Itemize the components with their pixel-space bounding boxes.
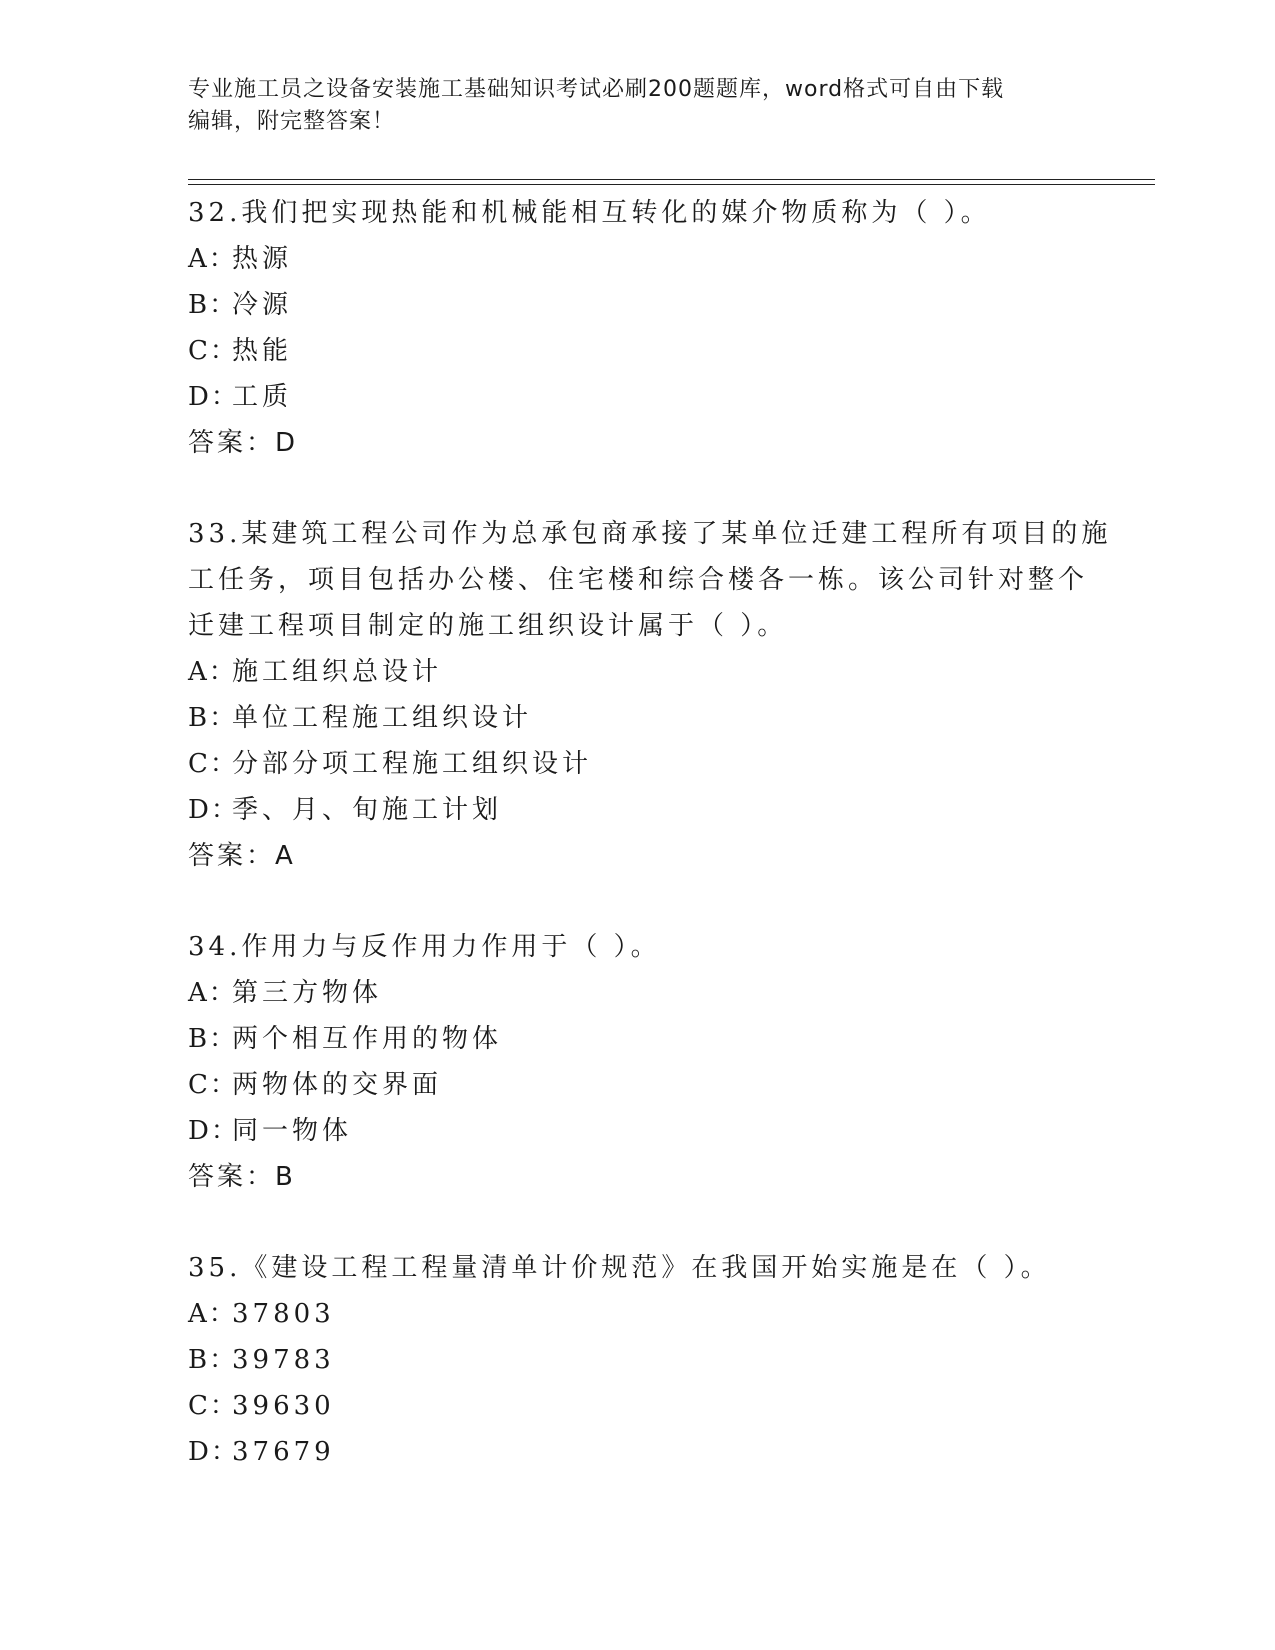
question-stem: 33.某建筑工程公司作为总承包商承接了某单位迁建工程所有项目的施: [188, 519, 1112, 549]
answer-option: [188, 1108, 1088, 1154]
option-text: 冷源: [232, 290, 293, 320]
option-text: 热源: [232, 244, 293, 274]
answer-option: [188, 695, 1088, 741]
answer-option: [188, 282, 1088, 328]
option-text: 热能: [232, 336, 293, 366]
answer-key: 答案：A: [188, 841, 296, 871]
option-key: B：: [188, 290, 238, 320]
question-stem: 34.作用力与反作用力作用于（ ）。: [188, 932, 661, 962]
option-text: 两个相互作用的物体: [232, 1024, 503, 1054]
header-divider: [188, 184, 1155, 185]
answer-option: [188, 236, 1088, 282]
option-key: A：: [188, 244, 237, 274]
option-text: 第三方物体: [232, 978, 383, 1008]
answer-option: [188, 1062, 1088, 1108]
question-list: [188, 190, 1112, 1520]
option-key: C：: [188, 336, 238, 366]
option-key: D：: [188, 795, 239, 825]
question-block: [188, 511, 1112, 879]
option-key: C：: [188, 1070, 238, 1100]
document-header: [188, 74, 1068, 138]
question-stem: 迁建工程项目制定的施工组织设计属于（ ）。: [188, 611, 788, 641]
option-key: A：: [188, 657, 237, 687]
answer-option: [188, 1016, 1088, 1062]
option-key: A：: [188, 978, 237, 1008]
answer-option: [188, 1291, 1088, 1337]
option-key: C：: [188, 1391, 238, 1421]
option-text: 39630: [232, 1391, 335, 1421]
option-text: 37803: [232, 1299, 335, 1329]
option-text: 工质: [232, 382, 293, 412]
answer-option: [188, 1337, 1088, 1383]
question-stem: 工任务，项目包括办公楼、住宅楼和综合楼各一栋。该公司针对整个: [188, 565, 1089, 595]
option-text: 季、月、旬施工计划: [232, 795, 503, 825]
option-text: 同一物体: [232, 1116, 353, 1146]
answer-option: [188, 328, 1088, 374]
option-text: 施工组织总设计: [232, 657, 443, 687]
option-key: A：: [188, 1299, 237, 1329]
answer-option: [188, 1383, 1088, 1429]
header-line: 专业施工员之设备安装施工基础知识考试必刷200题题库，word格式可自由下载: [188, 77, 1005, 102]
option-key: D：: [188, 1116, 239, 1146]
option-text: 两物体的交界面: [232, 1070, 443, 1100]
option-key: D：: [188, 382, 239, 412]
answer-option: [188, 374, 1088, 420]
option-key: C：: [188, 749, 238, 779]
question-block: [188, 190, 1088, 466]
option-key: B：: [188, 1345, 238, 1375]
option-text: 37679: [232, 1437, 335, 1467]
option-text: 单位工程施工组织设计: [232, 703, 533, 733]
answer-option: [188, 970, 1088, 1016]
option-key: B：: [188, 703, 238, 733]
header-divider: [188, 179, 1155, 180]
answer-option: [188, 741, 1088, 787]
option-text: 39783: [232, 1345, 335, 1375]
answer-option: [188, 1429, 1088, 1475]
option-text: 分部分项工程施工组织设计: [232, 749, 593, 779]
question-block: [188, 924, 1088, 1200]
question-block: [188, 1245, 1088, 1475]
option-key: B：: [188, 1024, 238, 1054]
answer-option: [188, 649, 1088, 695]
answer-key: 答案：D: [188, 428, 299, 458]
answer-option: [188, 787, 1088, 833]
question-stem: 35.《建设工程工程量清单计价规范》在我国开始实施是在（ ）。: [188, 1253, 1051, 1283]
option-key: D：: [188, 1437, 239, 1467]
header-line: 编辑，附完整答案！: [188, 109, 396, 134]
answer-key: 答案：B: [188, 1162, 296, 1192]
question-stem: 32.我们把实现热能和机械能相互转化的媒介物质称为（ ）。: [188, 198, 991, 228]
